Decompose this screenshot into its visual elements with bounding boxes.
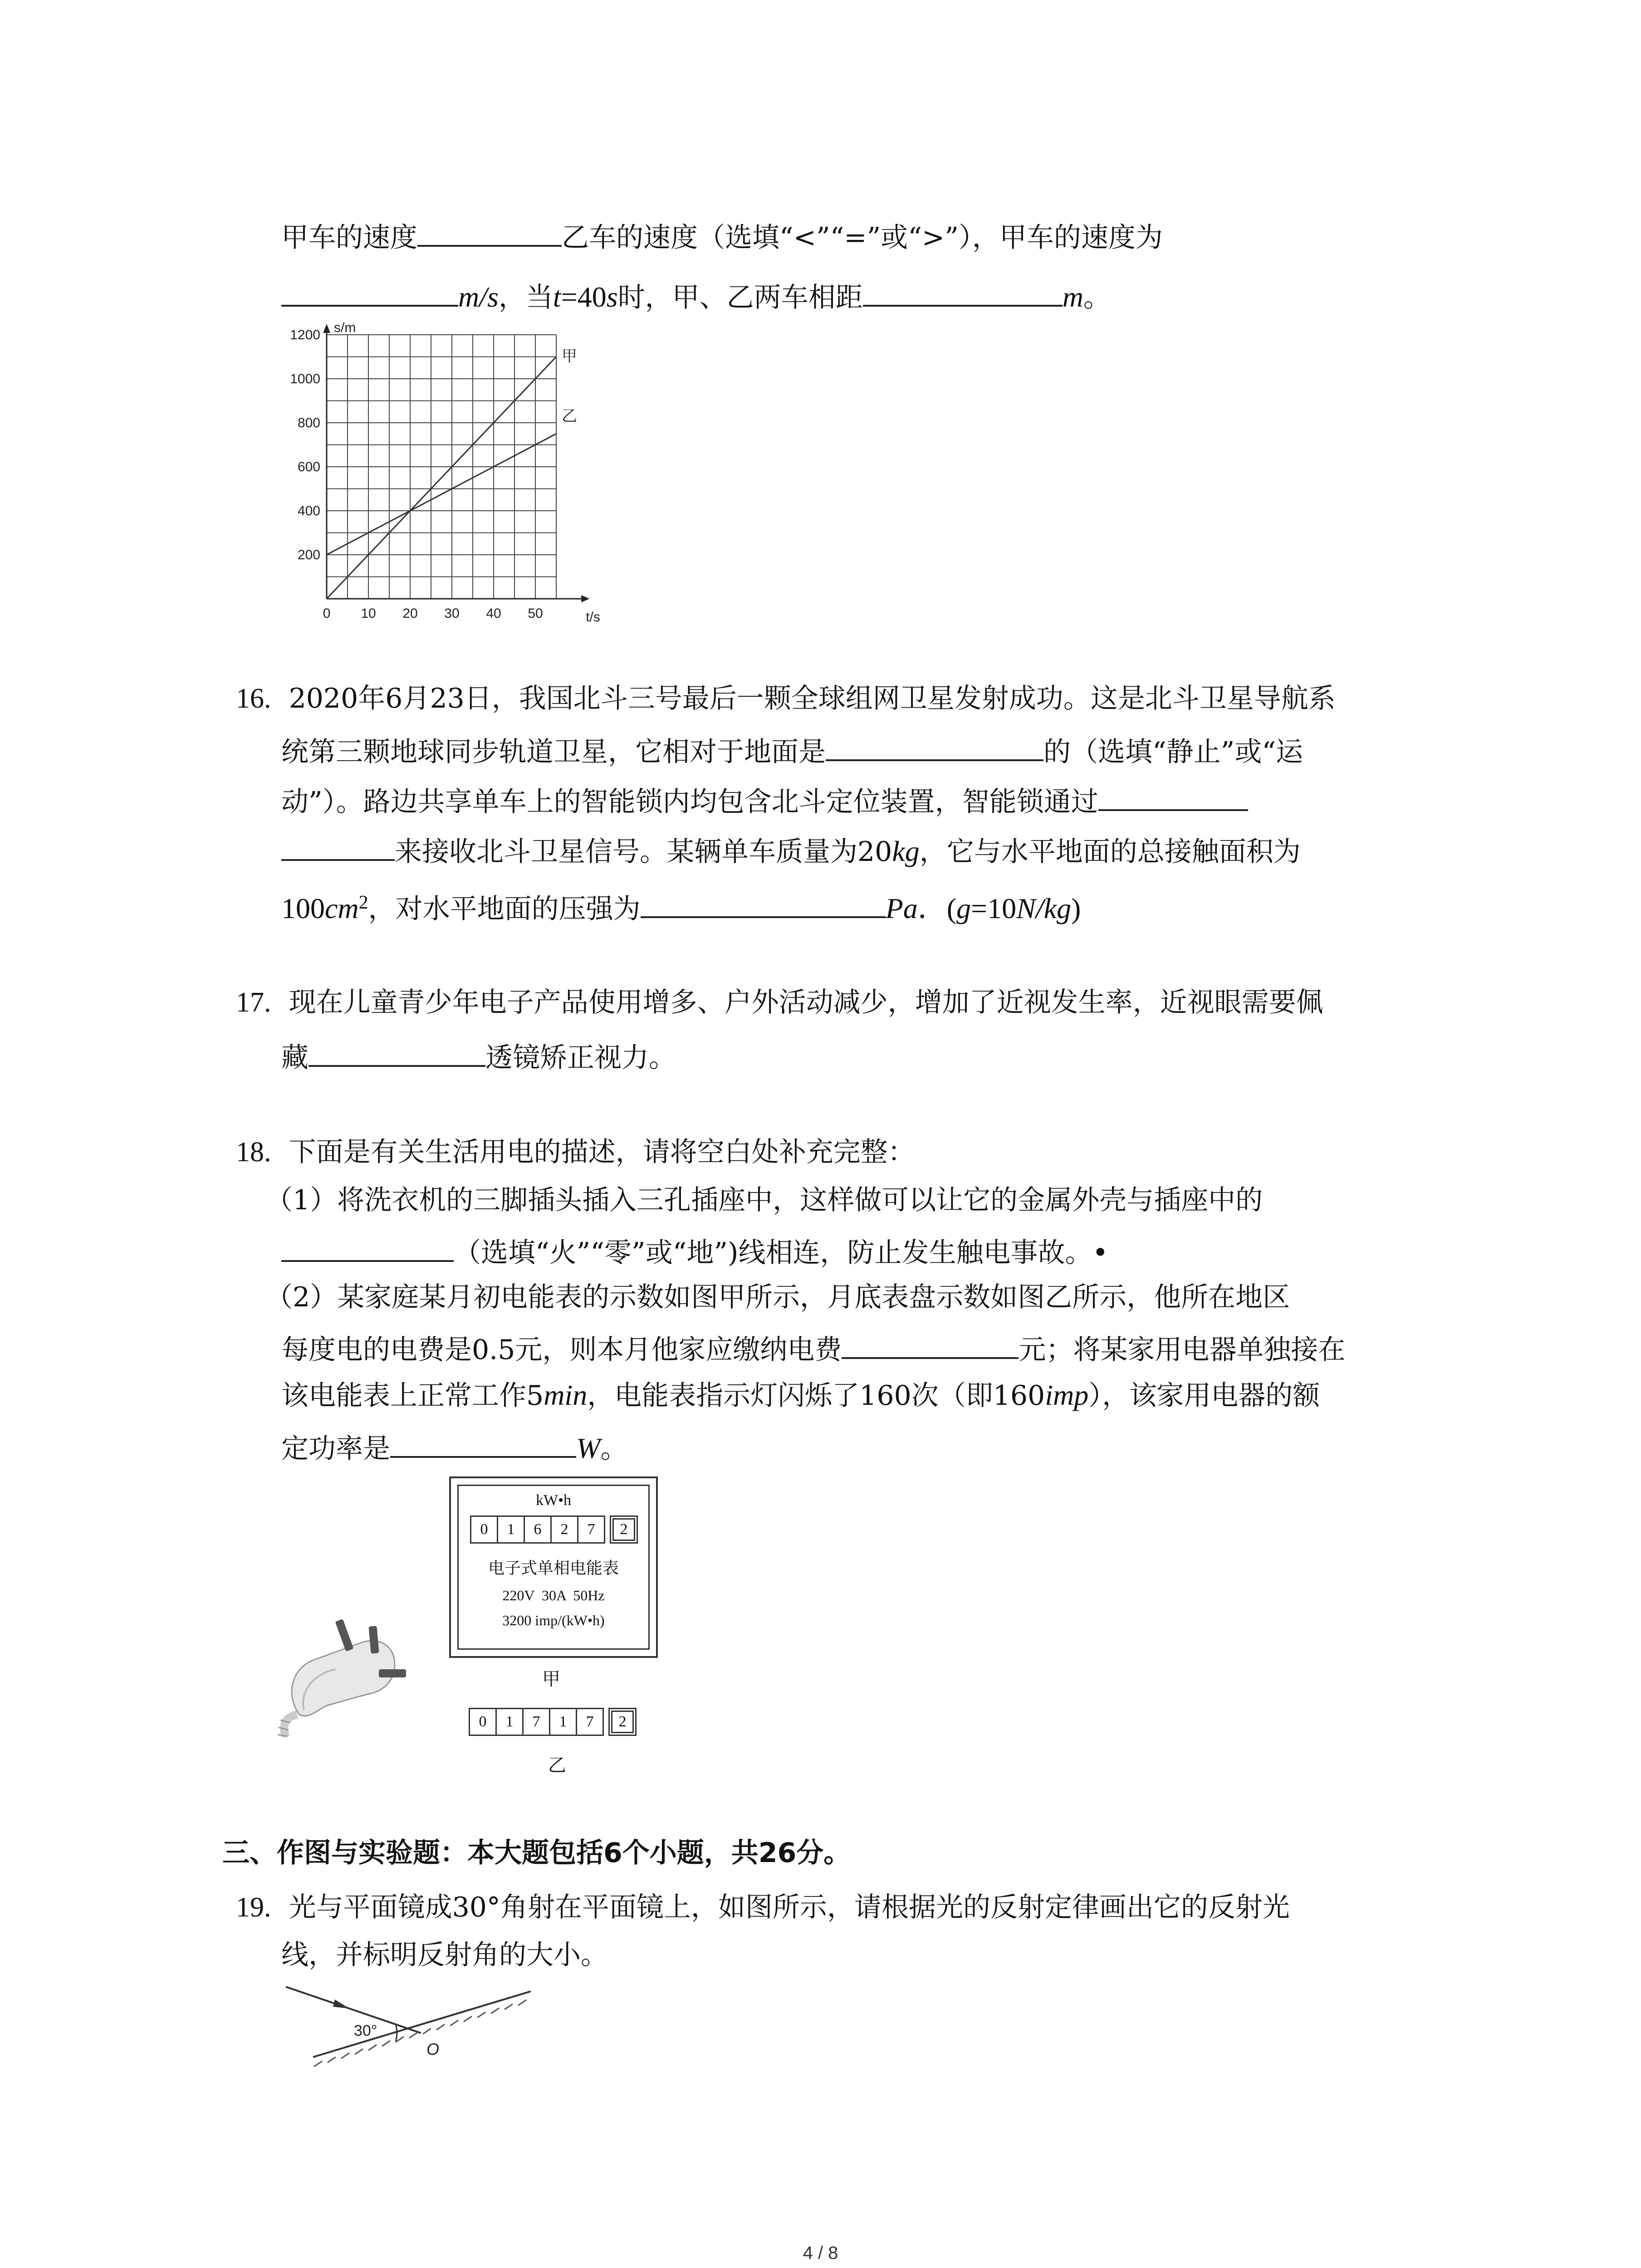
y-tick-label: 800 bbox=[297, 415, 320, 430]
q16-line-4 bbox=[281, 830, 1301, 870]
unit-text: W bbox=[576, 1432, 601, 1464]
meter-digit: 1 bbox=[495, 1708, 524, 1736]
y-tick-label: 1200 bbox=[290, 327, 320, 342]
angle-label: 30° bbox=[354, 2022, 377, 2039]
unit-text: N/kg bbox=[1016, 892, 1071, 924]
section-heading: 三、作图与实验题：本大题包括6个小题，共26分。 bbox=[222, 1837, 851, 1869]
y-axis-label: s/m bbox=[334, 320, 356, 335]
mirror-surface bbox=[313, 1991, 531, 2057]
meter-digits-jia bbox=[470, 1515, 637, 1544]
unit-text: cm bbox=[325, 892, 359, 924]
answer-blank[interactable] bbox=[863, 276, 1063, 307]
meter-label-yi: 乙 bbox=[548, 1755, 566, 1776]
answer-blank[interactable] bbox=[641, 887, 886, 918]
q17-text: 现在儿童青少年电子产品使用增多、户外活动减少，增加了近视发生率，近视眼需要佩 bbox=[289, 987, 1323, 1018]
q17-text: 藏 bbox=[281, 1042, 309, 1074]
q16-line-5 bbox=[281, 885, 1081, 927]
meter-digit: 7 bbox=[576, 1708, 604, 1736]
q16-text: 2020年6月23日，我国北斗三号最后一颗全球组网卫星发射成功。这是北斗卫星导航系 bbox=[289, 683, 1336, 714]
question-number: 18. bbox=[236, 1137, 271, 1168]
q16-line-1 bbox=[236, 680, 1336, 717]
unit-text: Pa bbox=[885, 892, 918, 924]
meter-digit: 2 bbox=[550, 1515, 578, 1544]
meter-digits-yi bbox=[469, 1708, 635, 1736]
q15-line-2 bbox=[281, 276, 1111, 316]
q19-text: 线，并标明反射角的大小。 bbox=[281, 1939, 608, 1971]
incident-ray bbox=[286, 1987, 421, 2033]
q18-text: 每度电的电费是0.5元，则本月他家应缴纳电费 bbox=[281, 1334, 842, 1366]
q15-text: ，当 bbox=[498, 282, 553, 313]
q15-text: =40 bbox=[561, 281, 607, 313]
q16-text: 统第三颗地球同步轨道卫星，它相对于地面是 bbox=[281, 736, 826, 768]
q15-text: 乙车的速度（选填“<”“=”或“>”），甲车的速度为 bbox=[562, 222, 1163, 254]
q16-text: =10 bbox=[971, 892, 1017, 924]
answer-blank[interactable] bbox=[281, 276, 458, 307]
q18-line-3 bbox=[281, 1231, 1108, 1271]
meter-digit: 1 bbox=[549, 1708, 577, 1736]
three-pin-plug-image bbox=[272, 1601, 417, 1737]
q18-text: ，电能表指示灯闪烁了160次（即160 bbox=[587, 1380, 1045, 1412]
point-o-label: O bbox=[426, 2040, 440, 2058]
q19-line-2 bbox=[281, 1937, 608, 1973]
q18-line-5 bbox=[281, 1328, 1345, 1368]
q15-text: 甲车的速度 bbox=[281, 222, 417, 254]
x-axis-label: t/s bbox=[586, 610, 600, 625]
x-tick-label: 50 bbox=[528, 606, 543, 621]
ray-arrow-icon bbox=[333, 1999, 349, 2009]
meter-label-jia: 甲 bbox=[542, 1669, 560, 1690]
series-line bbox=[327, 434, 556, 555]
q18-text: （1）将洗衣机的三脚插头插入三孔插座中，这样做可以让它的金属外壳与插座中的 bbox=[265, 1184, 1263, 1216]
q15-line-1 bbox=[281, 216, 1163, 256]
x-tick-label: 40 bbox=[486, 606, 501, 621]
unit-text: m/s bbox=[458, 281, 499, 313]
meter-digit: 1 bbox=[497, 1515, 525, 1544]
q18-line-2 bbox=[265, 1182, 1263, 1218]
x-tick-label: 0 bbox=[323, 606, 331, 621]
q17-line-1 bbox=[236, 984, 1323, 1021]
meter-digit: 7 bbox=[577, 1515, 605, 1544]
q18-line-1 bbox=[236, 1134, 915, 1170]
y-tick-label: 200 bbox=[297, 547, 320, 562]
q15-text: 时，甲、乙两车相距 bbox=[617, 282, 863, 313]
answer-blank[interactable] bbox=[309, 1036, 485, 1067]
meter-imp: 3200 imp/(kW•h) bbox=[502, 1612, 605, 1628]
meter-digit: 2 bbox=[610, 1515, 638, 1544]
q18-text: （选填“火”“零”或“地”)线相连，防止发生触电事故。• bbox=[454, 1237, 1108, 1269]
meter-digit: 7 bbox=[522, 1708, 550, 1736]
superscript: 2 bbox=[358, 892, 368, 913]
q16-text: ，对水平地面的压强为 bbox=[368, 893, 641, 925]
answer-blank[interactable] bbox=[281, 830, 395, 861]
x-axis-arrow-icon bbox=[581, 595, 589, 602]
q16-text: ) bbox=[1071, 892, 1081, 924]
y-tick-label: 400 bbox=[297, 503, 320, 518]
q16-text: 来接收北斗卫星信号。某辆单车质量为20 bbox=[395, 836, 892, 868]
q16-text: 100 bbox=[281, 892, 325, 924]
q18-text: 该电能表上正常工作5 bbox=[281, 1380, 544, 1412]
answer-blank[interactable] bbox=[842, 1328, 1019, 1359]
q16-text: 动”）。路边共享单车上的智能锁内均包含北斗定位装置，智能锁通过 bbox=[281, 786, 1098, 818]
q18-text: 下面是有关生活用电的描述，请将空白处补充完整： bbox=[289, 1136, 915, 1168]
meter-digit: 0 bbox=[469, 1708, 497, 1736]
q18-line-4 bbox=[265, 1279, 1290, 1315]
q16-line-2 bbox=[281, 730, 1303, 770]
q19-line-1 bbox=[236, 1889, 1290, 1926]
answer-blank[interactable] bbox=[281, 1231, 454, 1262]
q18-text: （2）某家庭某月初电能表的示数如图甲所示，月底表盘示数如图乙所示，他所在地区 bbox=[265, 1281, 1290, 1313]
meter-digit: 2 bbox=[608, 1708, 637, 1736]
q18-line-6 bbox=[281, 1377, 1320, 1414]
x-tick-label: 30 bbox=[444, 606, 460, 621]
meter-unit: kW•h bbox=[536, 1492, 571, 1509]
symbol-text: s bbox=[606, 281, 618, 313]
q18-text: 。 bbox=[600, 1433, 628, 1465]
meter-digit: 6 bbox=[524, 1515, 552, 1544]
symbol-text: g bbox=[956, 892, 971, 924]
q16-text: 的（选填“静止”或“运 bbox=[1043, 736, 1303, 768]
q16-text: ，它与水平地面的总接触面积为 bbox=[919, 836, 1301, 868]
electric-meter-jia bbox=[449, 1476, 658, 1658]
series-label: 乙 bbox=[562, 407, 577, 425]
answer-blank[interactable] bbox=[1098, 780, 1248, 811]
y-tick-label: 1000 bbox=[290, 371, 320, 386]
q19-text: 光与平面镜成30°角射在平面镜上，如图所示，请根据光的反射定律画出它的反射光 bbox=[289, 1892, 1290, 1923]
plane-mirror-diagram bbox=[277, 1978, 531, 2068]
answer-blank[interactable] bbox=[390, 1427, 576, 1458]
q17-text: 透镜矫正视力。 bbox=[485, 1042, 676, 1074]
q17-line-2 bbox=[281, 1036, 676, 1076]
meter-title: 电子式单相电能表 bbox=[488, 1559, 619, 1578]
q16-line-3 bbox=[281, 780, 1248, 820]
q18-text: ），该家用电器的额 bbox=[1088, 1380, 1320, 1412]
unit-text: imp bbox=[1045, 1379, 1089, 1411]
answer-blank[interactable] bbox=[826, 730, 1043, 761]
answer-blank[interactable] bbox=[417, 216, 562, 247]
q18-text: 定功率是 bbox=[281, 1433, 390, 1465]
x-tick-label: 20 bbox=[402, 606, 418, 621]
q16-text: ．( bbox=[917, 892, 957, 924]
x-tick-label: 10 bbox=[361, 606, 376, 621]
s-t-graph bbox=[272, 318, 644, 626]
page-number: 4 / 8 bbox=[803, 2243, 838, 2263]
meter-digit: 0 bbox=[470, 1515, 498, 1544]
q15-text: 。 bbox=[1083, 282, 1111, 313]
q18-text: 元；将某家用电器单独接在 bbox=[1019, 1334, 1346, 1366]
y-tick-label: 600 bbox=[297, 459, 320, 474]
unit-text: m bbox=[1062, 281, 1083, 313]
y-axis-arrow-icon bbox=[323, 324, 330, 333]
question-number: 16. bbox=[236, 683, 271, 714]
series-label: 甲 bbox=[562, 347, 577, 365]
meter-spec: 220V 30A 50Hz bbox=[502, 1587, 605, 1603]
series-line bbox=[327, 357, 556, 599]
question-number: 19. bbox=[236, 1892, 271, 1923]
unit-text: kg bbox=[892, 835, 920, 867]
symbol-text: t bbox=[553, 281, 561, 313]
question-number: 17. bbox=[236, 987, 271, 1018]
unit-text: min bbox=[544, 1379, 588, 1411]
q18-line-7 bbox=[281, 1427, 627, 1467]
